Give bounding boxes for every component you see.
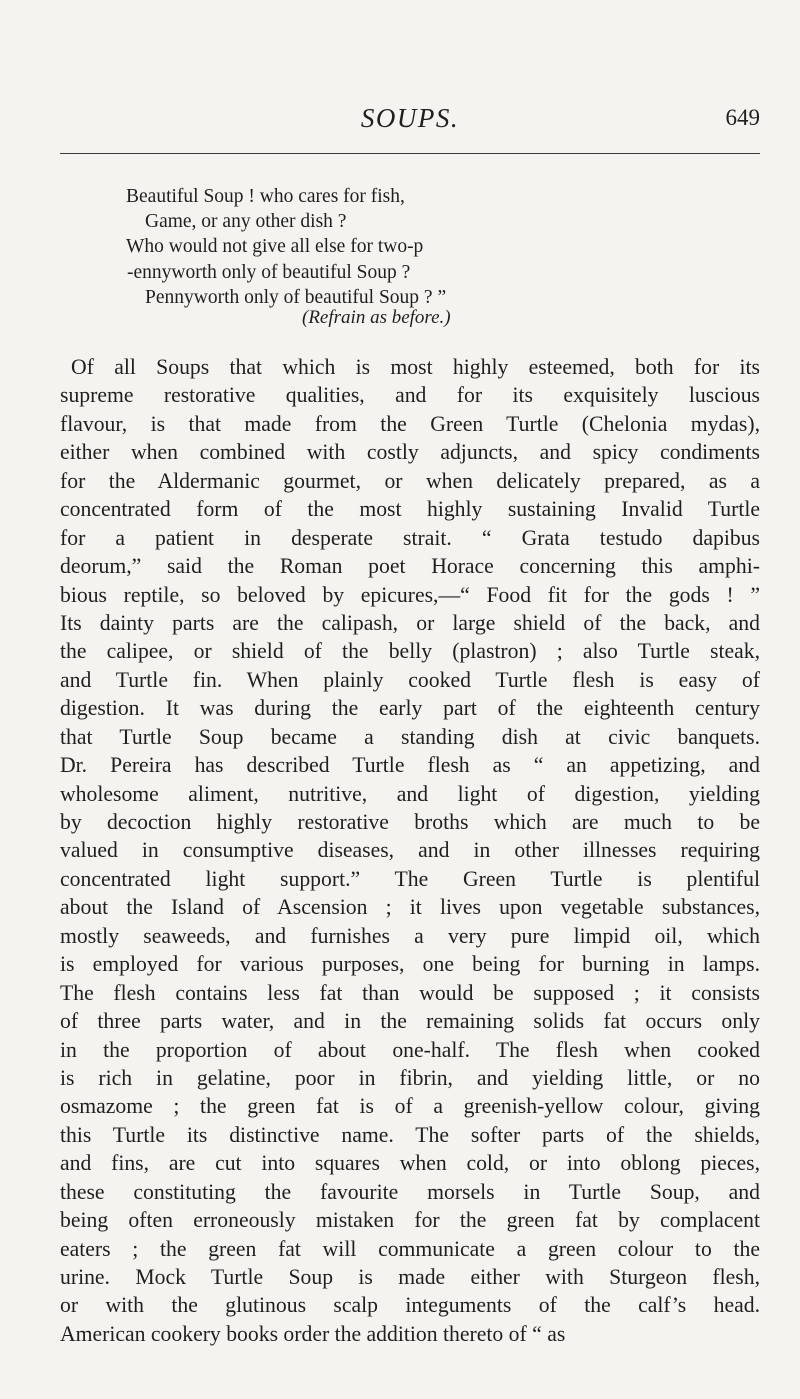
paragraph-line: of three parts water, and in the remaining solids fat occurs only — [60, 1009, 760, 1034]
verse-quotation — [126, 184, 686, 310]
verse-line: Beautiful Soup ! who cares for fish, — [126, 186, 405, 207]
paragraph-line: deorum,” said the Roman poet Horace concerning this amphi- — [60, 554, 760, 579]
paragraph-line: concentrated form of the most highly sustaining Invalid Turtle — [60, 497, 760, 522]
paragraph-line: in the proportion of about one-half. The flesh when cooked — [60, 1037, 760, 1062]
verse-line: Game, or any other dish ? — [145, 211, 347, 233]
paragraph-line: Of all Soups that which is most highly esteemed, both for its — [71, 355, 760, 379]
paragraph-line: for a patient in desperate strait. “ Grata testudo dapibus — [60, 525, 760, 550]
paragraph-line: mostly seaweeds, and furnishes a very pure limpid oil, which — [60, 923, 760, 948]
paragraph-line: being often erroneously mistaken for the green fat by complacent — [60, 1208, 760, 1233]
paragraph-line: the calipee, or shield of the belly (plastron) ; also Turtle steak, — [60, 639, 760, 664]
paragraph-line: eaters ; the green fat will communicate a green colour to the — [60, 1236, 760, 1261]
paragraph-line: concentrated light support.” The Green Turtle is plentiful — [60, 866, 760, 891]
refrain-note: (Refrain as before.) — [302, 307, 451, 328]
verse-line: -ennyworth only of beautiful Soup ? — [127, 261, 411, 283]
paragraph-line: flavour, is that made from the Green Turtle (Chelonia mydas), — [60, 411, 760, 436]
body-paragraph — [60, 353, 760, 1348]
paragraph-line: Dr. Pereira has described Turtle flesh as “ an appetizing, and — [60, 753, 760, 778]
paragraph-line: bious reptile, so beloved by epicures,—“ Food fit for the gods ! ” — [60, 582, 760, 607]
paragraph-line: valued in consumptive diseases, and in other illnesses requiring — [60, 838, 760, 863]
paragraph-line: and fins, are cut into squares when cold, or into oblong pieces, — [60, 1151, 760, 1176]
paragraph-line: these constituting the favourite morsels in Turtle Soup, and — [60, 1179, 760, 1204]
paragraph-line: this Turtle its distinctive name. The softer parts of the shields, — [60, 1122, 760, 1147]
paragraph-line: or with the glutinous scalp integuments of the calf’s head. — [60, 1293, 760, 1318]
page-number: 649 — [725, 105, 760, 130]
paragraph-line: either when combined with costly adjuncts, and spicy condiments — [60, 440, 760, 465]
paragraph-line: that Turtle Soup became a standing dish at civic banquets. — [60, 724, 760, 749]
paragraph-line: for the Aldermanic gourmet, or when delicately prepared, as a — [60, 468, 760, 493]
paragraph-line: urine. Mock Turtle Soup is made either with Sturgeon flesh, — [60, 1265, 760, 1289]
paragraph-line: The flesh contains less fat than would be supposed ; it consists — [60, 980, 760, 1005]
paragraph-line: is employed for various purposes, one being for burning in lamps. — [60, 952, 760, 977]
running-header — [60, 103, 760, 154]
paragraph-line: about the Island of Ascension ; it lives upon vegetable substances, — [60, 895, 760, 920]
running-title: SOUPS. — [360, 103, 460, 133]
verse-line: Pennyworth only of beautiful Soup ? ” — [145, 286, 447, 308]
paragraph-line: Its dainty parts are the calipash, or large shield of the back, and — [60, 610, 760, 635]
paragraph-line: American cookery books order the addition thereto of “ as — [60, 1321, 566, 1346]
paragraph-line: is rich in gelatine, poor in fibrin, and yielding little, or no — [60, 1065, 760, 1090]
paragraph-line: by decoction highly restorative broths which are much to be — [60, 810, 760, 834]
paragraph-line: supreme restorative qualities, and for its exquisitely luscious — [60, 383, 760, 408]
paragraph-line: and Turtle fin. When plainly cooked Turtle flesh is easy of — [60, 667, 760, 692]
verse-line: Who would not give all else for two-p — [126, 236, 424, 258]
paragraph-line: digestion. It was during the early part of the eighteenth century — [60, 696, 760, 721]
paragraph-line: osmazome ; the green fat is of a greenish-yellow colour, giving — [60, 1094, 760, 1119]
paragraph-line: wholesome aliment, nutritive, and light of digestion, yielding — [60, 781, 760, 806]
